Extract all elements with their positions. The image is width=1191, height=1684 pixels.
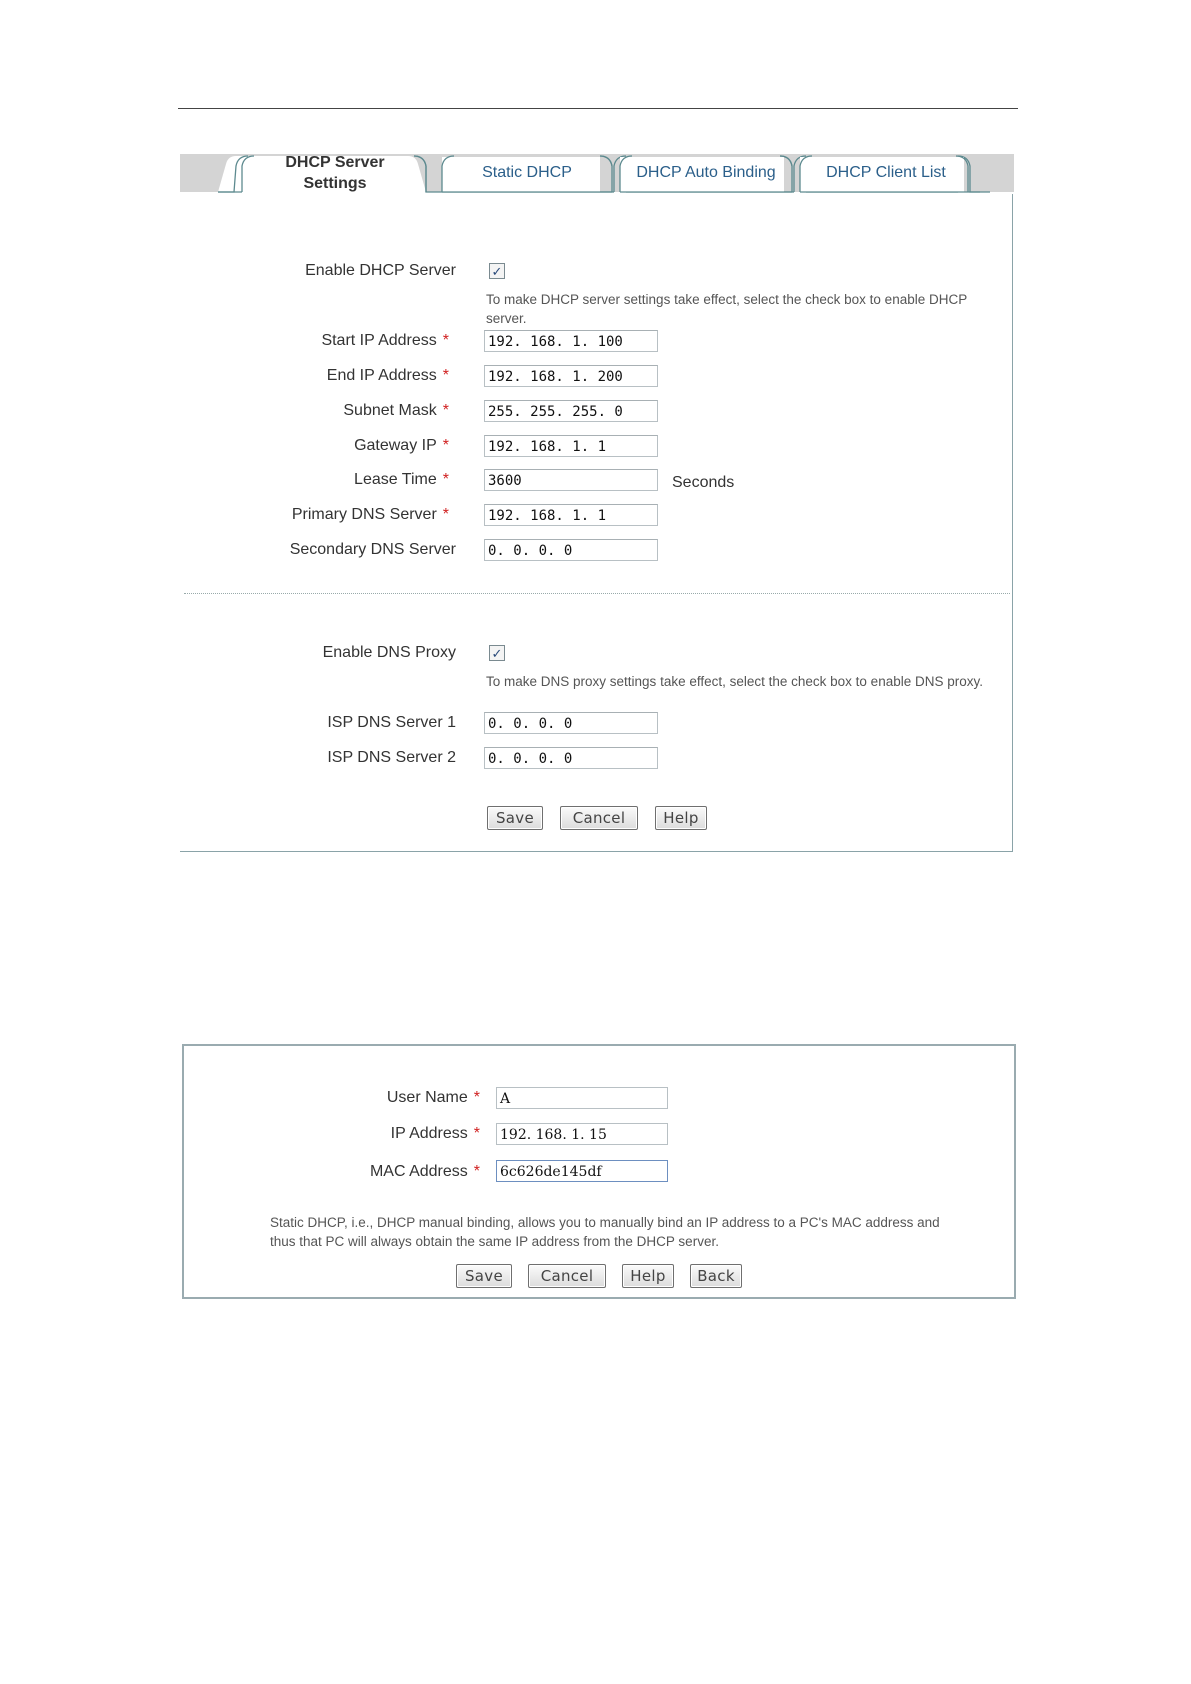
- back-button[interactable]: Back: [690, 1264, 742, 1288]
- user-name-label: User Name *: [386, 1089, 480, 1106]
- isp-dns2-input[interactable]: 0. 0. 0. 0: [484, 747, 658, 769]
- enable-dns-proxy-hint: To make DNS proxy settings take effect, select the check box to enable DNS proxy.: [486, 674, 983, 689]
- isp-dns2-label: ISP DNS Server 2: [327, 749, 456, 766]
- required-mark: *: [473, 1089, 480, 1106]
- required-mark: *: [442, 506, 449, 523]
- required-mark: *: [442, 437, 449, 454]
- section-divider: [184, 593, 1010, 594]
- subnet-mask-input[interactable]: 255. 255. 255. 0: [484, 400, 658, 422]
- cancel-button[interactable]: Cancel: [528, 1264, 606, 1288]
- tab-static-dhcp[interactable]: Static DHCP: [482, 164, 572, 181]
- mac-address-label: MAC Address *: [369, 1163, 480, 1180]
- enable-dhcp-checkbox[interactable]: [489, 263, 505, 279]
- required-mark: *: [442, 332, 449, 349]
- ip-address-label: IP Address *: [390, 1125, 480, 1142]
- user-name-input[interactable]: A: [496, 1087, 668, 1109]
- mac-address-input[interactable]: 6c626de145df: [496, 1160, 668, 1182]
- help-button[interactable]: Help: [655, 806, 707, 830]
- isp-dns1-label: ISP DNS Server 1: [327, 714, 456, 731]
- help-button[interactable]: Help: [622, 1264, 674, 1288]
- enable-dhcp-hint: To make DHCP server settings take effect, select the check box to enable DHCP server.: [486, 292, 967, 326]
- dhcp-settings-panel: [180, 152, 1014, 852]
- start-ip-input[interactable]: 192. 168. 1. 100: [484, 330, 658, 352]
- primary-dns-input[interactable]: 192. 168. 1. 1: [484, 504, 658, 526]
- isp-dns1-input[interactable]: 0. 0. 0. 0: [484, 712, 658, 734]
- tab-dhcp-client-list[interactable]: DHCP Client List: [826, 164, 946, 181]
- top-rule: [178, 108, 1018, 109]
- required-mark: *: [473, 1125, 480, 1142]
- primary-dns-label: Primary DNS Server *: [291, 506, 449, 523]
- tab-dhcp-auto-binding[interactable]: DHCP Auto Binding: [636, 164, 776, 181]
- secondary-dns-input[interactable]: 0. 0. 0. 0: [484, 539, 658, 561]
- required-mark: *: [442, 471, 449, 488]
- end-ip-input[interactable]: 192. 168. 1. 200: [484, 365, 658, 387]
- tab-dhcp-server-settings[interactable]: [260, 154, 410, 192]
- end-ip-label: End IP Address *: [326, 367, 449, 384]
- subnet-mask-label: Subnet Mask *: [343, 402, 449, 419]
- secondary-dns-label: Secondary DNS Server: [289, 541, 456, 558]
- required-mark: *: [442, 367, 449, 384]
- save-button[interactable]: Save: [456, 1264, 512, 1288]
- checkmark-icon: ✓: [491, 263, 503, 279]
- ip-address-input[interactable]: 192. 168. 1. 15: [496, 1123, 668, 1145]
- start-ip-label: Start IP Address *: [321, 332, 449, 349]
- required-mark: *: [442, 402, 449, 419]
- lease-time-unit: Seconds: [672, 474, 735, 491]
- gateway-ip-input[interactable]: 192. 168. 1. 1: [484, 435, 658, 457]
- static-dhcp-hint: Static DHCP, i.e., DHCP manual binding, allows you to manually bind an IP address to a PC's MAC address and thus that PC will always obtain the same IP address from the DHCP server.: [270, 1215, 940, 1249]
- gateway-ip-label: Gateway IP *: [354, 437, 449, 454]
- enable-dns-proxy-checkbox[interactable]: [489, 645, 505, 661]
- tab-label-line2: Settings: [303, 175, 367, 192]
- lease-time-label: Lease Time *: [354, 471, 449, 488]
- dhcp-settings-body: [180, 194, 1013, 852]
- tab-label-line1: DHCP Server: [285, 154, 385, 171]
- required-mark: *: [473, 1163, 480, 1180]
- static-dhcp-panel: [182, 1044, 1016, 1299]
- checkmark-icon: ✓: [491, 645, 503, 661]
- enable-dhcp-label: Enable DHCP Server: [305, 262, 456, 279]
- save-button[interactable]: Save: [487, 806, 543, 830]
- enable-dns-proxy-label: Enable DNS Proxy: [322, 644, 456, 661]
- tab-bar: [180, 152, 1014, 194]
- cancel-button[interactable]: Cancel: [560, 806, 638, 830]
- lease-time-input[interactable]: 3600: [484, 469, 658, 491]
